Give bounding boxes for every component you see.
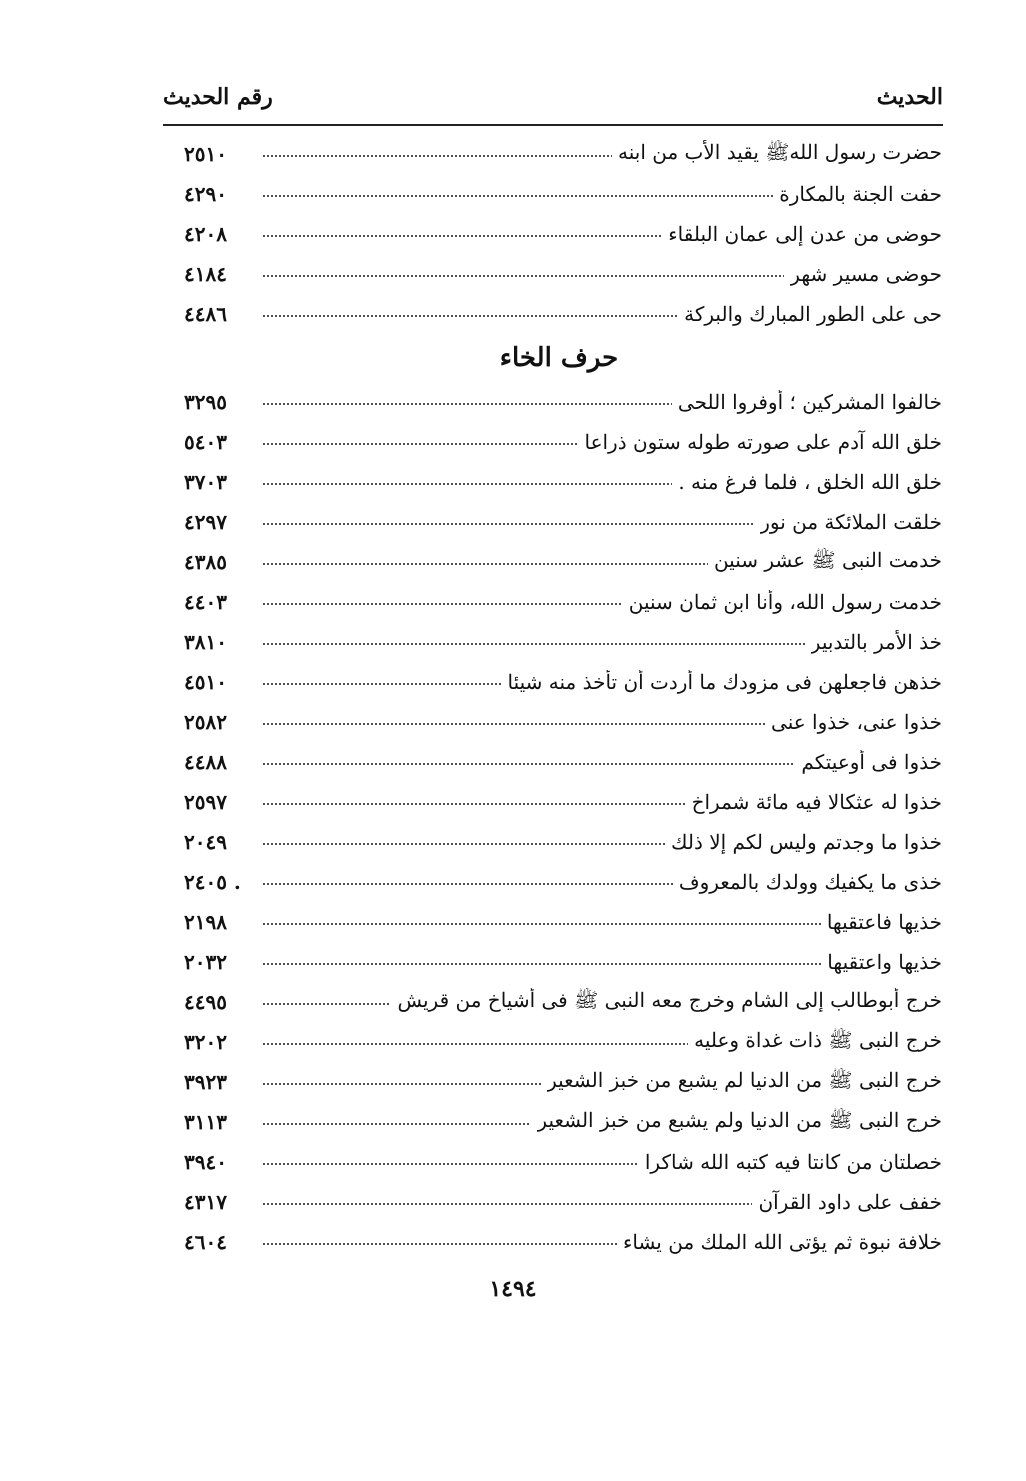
hadith-text: خلافة نبوة ثم يؤتى الله الملك من يشاء [622,1230,942,1254]
hadith-text: خرج النبى ﷺ من الدنيا لم يشبع من خبز الشعير [547,1067,942,1092]
index-row [176,174,942,214]
index-row [176,622,942,662]
dot-leader [262,843,665,845]
hadith-text: حضرت رسول اللهﷺ يقيد الأب من ابنه [618,139,942,164]
index-row [176,422,942,462]
hadith-number: ٢٥٨٢ [184,710,227,734]
index-row [176,1022,942,1062]
hadith-number: ٢٥١٠ [184,142,227,166]
index-row [176,1182,942,1222]
index-row [176,862,942,902]
hadith-text: خذهن فاجعلهن فى مزودك ما أردت أن تأخذ منه شيئا [507,670,942,694]
hadith-text: خرج النبى ﷺ من الدنيا ولم يشبع من خبز الشعير [537,1107,942,1132]
header-rule [163,124,943,126]
dot-leader [262,523,754,525]
hadith-text: خرج أبوطالب إلى الشام وخرج معه النبى ﷺ فى أشياخ من قريش [397,987,942,1012]
hadith-text: حى على الطور المبارك والبركة [684,302,942,326]
hadith-number: ٤٤٩٥ [184,990,227,1014]
hadith-text: خذوا له عثكالا فيه مائة شمراخ [691,790,942,814]
dot-leader [262,315,678,317]
hadith-number: ٢٠٣٢ [184,950,227,974]
dot-leader [262,1203,752,1205]
hadith-text: خلق الله آدم على صورته طوله ستون ذراعا [584,430,942,454]
index-row [176,742,942,782]
dot-leader [262,603,623,605]
hadith-text: خلقت الملائكة من نور [760,510,942,534]
hadith-number: ٥٤٠٣ [184,430,227,454]
hadith-text: حوضى من عدن إلى عمان البلقاء [668,222,942,246]
hadith-number: ٤٢٠٨ [184,222,227,246]
index-row [176,1142,942,1182]
index-row [176,382,942,422]
dot-leader [262,1243,617,1245]
dot-leader [262,235,662,237]
index-row [176,214,942,254]
hadith-text: خذوا ما وجدتم وليس لكم إلا ذلك [671,830,942,854]
index-row [176,294,942,334]
hadith-text: خفف على داود القرآن [758,1190,942,1214]
hadith-number: ٣٢٩٥ [184,390,227,414]
hadith-text: خذى ما يكفيك وولدك بالمعروف [678,870,942,894]
hadith-number: ٤٣٨٥ [184,550,227,574]
index-row [176,1222,942,1262]
dot-leader [262,1163,639,1165]
index-row [176,582,942,622]
index-row [176,462,942,502]
hadith-number: ٤٥١٠ [184,670,227,694]
dot-leader [262,403,672,405]
hadith-number: ٣٢٠٢ [184,1030,227,1054]
hadith-text: خذوا فى أوعيتكم [801,750,942,774]
index-row [176,702,942,742]
hadith-number: ٢٤٠٥ . [184,870,241,894]
hadith-index-list [176,134,942,1262]
hadith-number: ٢٥٩٧ [184,790,227,814]
dot-leader [262,923,821,925]
dot-leader [262,963,821,965]
index-row [176,822,942,862]
hadith-text: خصلتان من كانتا فيه كتبه الله شاكرا [644,1150,942,1174]
hadith-text: حوضى مسير شهر [790,262,942,286]
index-row [176,254,942,294]
hadith-number: ٢٠٤٩ [184,830,227,854]
hadith-text: خذوا عنى، خذوا عنى [771,710,942,734]
dot-leader [262,683,501,685]
header-hadith-label: الحديث [876,84,943,110]
page-header [163,84,943,124]
hadith-text: حفت الجنة بالمكارة [779,182,942,206]
hadith-number: ٤١٨٤ [184,262,227,286]
index-row [176,942,942,982]
hadith-number: ٤٣١٧ [184,1190,227,1214]
dot-leader [262,483,672,485]
index-row [176,502,942,542]
index-row [176,982,942,1022]
hadith-text: خالفوا المشركين ؛ أوفروا اللحى [677,390,942,414]
hadith-number: ٣٩٤٠ [184,1150,227,1174]
page-number: ١٤٩٤ [489,1276,537,1302]
index-row [176,662,942,702]
header-hadith-number-label: رقم الحديث [163,84,273,110]
dot-leader [262,563,708,565]
hadith-number: ٣٩٢٣ [184,1070,227,1094]
hadith-text: خذ الأمر بالتدبير [810,630,942,654]
dot-leader [262,883,673,885]
hadith-number: ٤٦٠٤ [184,1230,227,1254]
hadith-number: ٣١١٣ [184,1110,227,1134]
hadith-text: خذيها فاعتقيها [826,910,942,934]
dot-leader [262,1123,531,1125]
dot-leader [262,723,765,725]
hadith-text: خدمت النبى ﷺ عشر سنين [713,547,942,572]
index-row [176,1102,942,1142]
hadith-text: خذيها واعتقيها [827,950,942,974]
hadith-number: ٤٤٠٣ [184,590,227,614]
hadith-number: ٤٢٩٠ [184,182,227,206]
hadith-text: خرج النبى ﷺ ذات غداة وعليه [694,1027,942,1052]
hadith-number: ٣٨١٠ [184,630,227,654]
hadith-number: ٢١٩٨ [184,910,227,934]
dot-leader [262,1003,391,1005]
index-row [176,134,942,174]
index-row [176,1062,942,1102]
hadith-text: خلق الله الخلق ، فلما فرغ منه . [678,470,942,494]
section-heading: حرف الخاء [499,343,619,373]
index-row [176,542,942,582]
dot-leader [262,763,795,765]
index-row [176,782,942,822]
index-row [176,902,942,942]
hadith-number: ٤٤٨٦ [184,302,227,326]
hadith-number: ٤٢٩٧ [184,510,227,534]
hadith-number: ٣٧٠٣ [184,470,227,494]
hadith-number: ٤٤٨٨ [184,750,227,774]
dot-leader [262,1043,688,1045]
dot-leader [262,803,686,805]
dot-leader [262,155,612,157]
dot-leader [262,643,805,645]
hadith-text: خدمت رسول الله، وأنا ابن ثمان سنين [628,590,942,614]
dot-leader [262,275,784,277]
dot-leader [262,1083,541,1085]
dot-leader [262,195,773,197]
dot-leader [262,443,578,445]
